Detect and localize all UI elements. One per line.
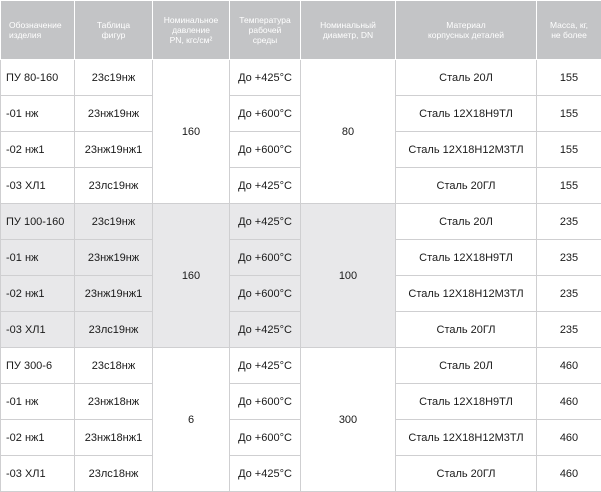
designation-cell: ПУ 300-6: [1, 348, 75, 384]
header-pressure: [153, 1, 230, 60]
header-mass-line: Масса, кг,: [539, 20, 599, 30]
designation-cell: -03 ХЛ1: [1, 312, 75, 348]
header-figure-table: [75, 1, 153, 60]
designation-cell: -02 нж1: [1, 132, 75, 168]
table-group: [1, 204, 601, 348]
header-temperature-line: Температура: [232, 15, 298, 25]
header-diameter-line: диаметр, DN: [303, 30, 393, 40]
designation-cell: ПУ 80-160: [1, 60, 75, 96]
temperature-cell: До +425°С: [230, 204, 301, 240]
material-cell: Сталь 12Х18Н12М3ТЛ: [396, 420, 537, 456]
header-pressure-line: Номинальное: [155, 15, 227, 25]
designation-cell: -01 нж: [1, 240, 75, 276]
material-cell: Сталь 20ГЛ: [396, 456, 537, 492]
header-designation-line: Обозначение: [9, 20, 72, 30]
material-cell: Сталь 12Х18Н12М3ТЛ: [396, 276, 537, 312]
header-temperature: [230, 1, 301, 60]
material-cell: Сталь 12Х18Н9ТЛ: [396, 240, 537, 276]
material-cell: Сталь 20Л: [396, 204, 537, 240]
material-cell: Сталь 20ГЛ: [396, 168, 537, 204]
mass-cell: 460: [537, 456, 601, 492]
pressure-cell: 160: [153, 60, 230, 204]
figure-cell: 23нж18нж: [75, 384, 153, 420]
figure-cell: 23нж19нж1: [75, 132, 153, 168]
header-figure-table-line: Таблица: [77, 20, 150, 30]
mass-cell: 460: [537, 384, 601, 420]
header-mass-line: не более: [539, 30, 599, 40]
temperature-cell: До +425°С: [230, 168, 301, 204]
mass-cell: 460: [537, 348, 601, 384]
figure-cell: 23нж19нж1: [75, 276, 153, 312]
figure-cell: 23лс19нж: [75, 312, 153, 348]
table-row: [1, 348, 601, 384]
figure-cell: 23нж19нж: [75, 240, 153, 276]
temperature-cell: До +425°С: [230, 60, 301, 96]
mass-cell: 235: [537, 312, 601, 348]
figure-cell: 23с19нж: [75, 60, 153, 96]
designation-cell: -02 нж1: [1, 420, 75, 456]
diameter-cell: 100: [301, 204, 396, 348]
header-diameter: [301, 1, 396, 60]
table-group: [1, 60, 601, 204]
material-cell: Сталь 20Л: [396, 60, 537, 96]
header-pressure-line: давление: [155, 25, 227, 35]
designation-cell: -03 ХЛ1: [1, 168, 75, 204]
pressure-cell: 6: [153, 348, 230, 492]
designation-cell: ПУ 100-160: [1, 204, 75, 240]
designation-cell: -01 нж: [1, 384, 75, 420]
table-header: [1, 1, 601, 60]
mass-cell: 155: [537, 168, 601, 204]
header-designation-line: изделия: [9, 30, 72, 40]
header-designation: [1, 1, 75, 60]
figure-cell: 23нж18нж1: [75, 420, 153, 456]
header-temperature-line: среды: [232, 35, 298, 45]
temperature-cell: До +600°С: [230, 384, 301, 420]
diameter-cell: 80: [301, 60, 396, 204]
header-material: [396, 1, 537, 60]
mass-cell: 155: [537, 60, 601, 96]
header-figure-table-line: фигур: [77, 30, 150, 40]
table-row: [1, 204, 601, 240]
temperature-cell: До +425°С: [230, 348, 301, 384]
material-cell: Сталь 12Х18Н9ТЛ: [396, 384, 537, 420]
material-cell: Сталь 12Х18Н9ТЛ: [396, 96, 537, 132]
temperature-cell: До +600°С: [230, 420, 301, 456]
temperature-cell: До +600°С: [230, 276, 301, 312]
mass-cell: 235: [537, 240, 601, 276]
header-temperature-line: рабочей: [232, 25, 298, 35]
temperature-cell: До +425°С: [230, 312, 301, 348]
table-row: [1, 60, 601, 96]
figure-cell: 23с19нж: [75, 204, 153, 240]
figure-cell: 23лс18нж: [75, 456, 153, 492]
mass-cell: 155: [537, 96, 601, 132]
mass-cell: 235: [537, 276, 601, 312]
designation-cell: -01 нж: [1, 96, 75, 132]
material-cell: Сталь 20Л: [396, 348, 537, 384]
mass-cell: 460: [537, 420, 601, 456]
designation-cell: -03 ХЛ1: [1, 456, 75, 492]
header-pressure-line: PN, кгс/см²: [155, 35, 227, 45]
header-material-line: корпусных деталей: [398, 30, 534, 40]
header-mass: [537, 1, 601, 60]
figure-cell: 23лс19нж: [75, 168, 153, 204]
header-diameter-line: Номинальный: [303, 20, 393, 30]
figure-cell: 23нж19нж: [75, 96, 153, 132]
diameter-cell: 300: [301, 348, 396, 492]
header-material-line: Материал: [398, 20, 534, 30]
header-row: [1, 1, 601, 60]
designation-cell: -02 нж1: [1, 276, 75, 312]
pressure-cell: 160: [153, 204, 230, 348]
temperature-cell: До +600°С: [230, 132, 301, 168]
temperature-cell: До +600°С: [230, 96, 301, 132]
temperature-cell: До +425°С: [230, 456, 301, 492]
material-cell: Сталь 12Х18Н12М3ТЛ: [396, 132, 537, 168]
temperature-cell: До +600°С: [230, 240, 301, 276]
mass-cell: 235: [537, 204, 601, 240]
table-group: [1, 348, 601, 492]
figure-cell: 23с18нж: [75, 348, 153, 384]
material-cell: Сталь 20ГЛ: [396, 312, 537, 348]
mass-cell: 155: [537, 132, 601, 168]
